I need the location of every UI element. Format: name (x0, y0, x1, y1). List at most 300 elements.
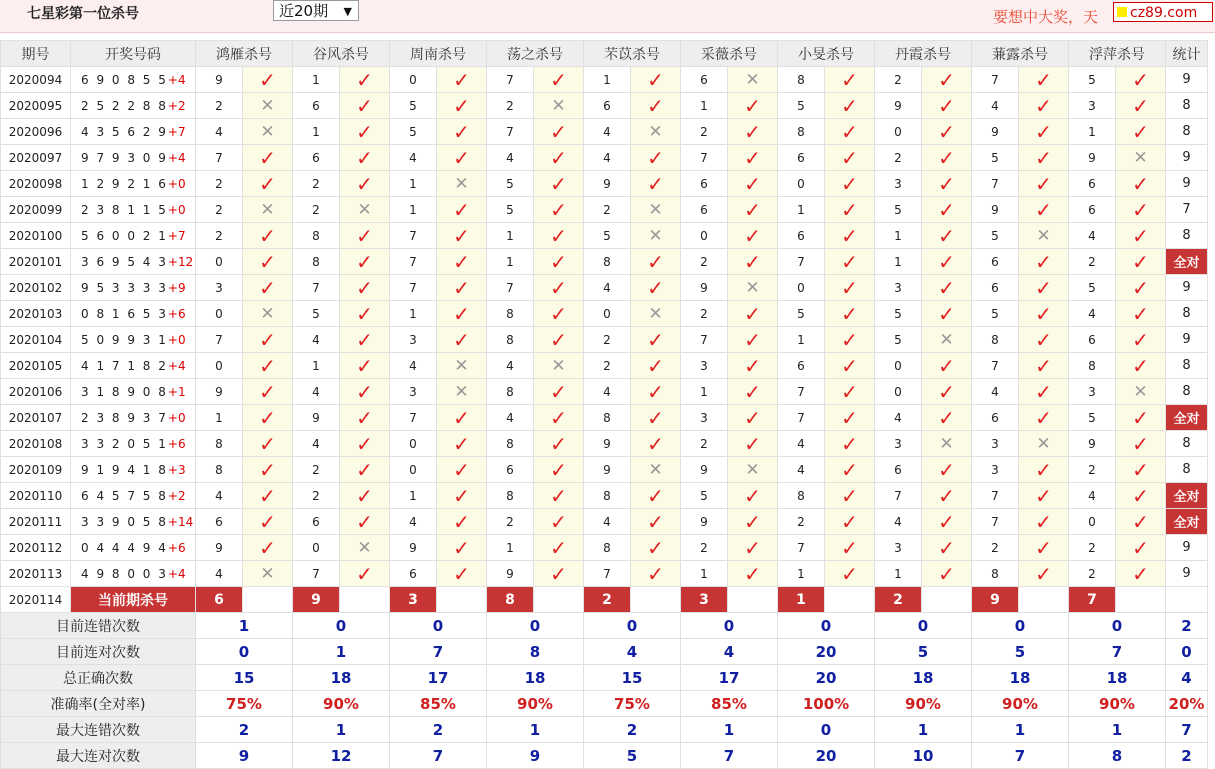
current-kill-cell: 9 (972, 587, 1019, 613)
check-icon: ✓ (356, 327, 373, 352)
empty-cell (1166, 587, 1208, 613)
result-cell (1019, 535, 1069, 561)
draw-numbers-cell (71, 93, 196, 119)
summary-row (1, 743, 1208, 769)
draw-bonus: +4 (167, 566, 186, 581)
check-icon: ✓ (1035, 93, 1052, 118)
kill-number-cell: 1 (875, 249, 922, 275)
check-icon: ✓ (356, 145, 373, 170)
result-cell (437, 379, 487, 405)
result-cell (243, 119, 293, 145)
cross-icon: ✕ (260, 199, 275, 220)
result-cell (534, 67, 584, 93)
kill-number-cell: 3 (390, 379, 437, 405)
check-icon: ✓ (1132, 561, 1149, 586)
result-cell (825, 67, 875, 93)
site-logo (1113, 2, 1213, 22)
check-icon: ✓ (1132, 509, 1149, 534)
check-icon: ✓ (356, 275, 373, 300)
check-icon: ✓ (744, 535, 761, 560)
cross-icon: ✕ (1133, 147, 1148, 168)
result-cell (437, 405, 487, 431)
result-cell (534, 275, 584, 301)
issue-cell: 2020109 (1, 457, 71, 483)
result-cell (631, 379, 681, 405)
result-cell (437, 561, 487, 587)
kill-number-cell: 2 (584, 353, 631, 379)
check-icon: ✓ (550, 301, 567, 326)
summary-value: 75% (584, 691, 681, 717)
result-cell (534, 535, 584, 561)
summary-row (1, 613, 1208, 639)
result-cell (1116, 93, 1166, 119)
current-kill-cell: 6 (196, 587, 243, 613)
kill-number-cell: 6 (487, 457, 534, 483)
col-header-expert: 鸿雁杀号 (196, 41, 293, 67)
result-cell (340, 431, 390, 457)
result-cell (243, 223, 293, 249)
result-cell (1019, 509, 1069, 535)
result-cell (1019, 275, 1069, 301)
result-cell (631, 249, 681, 275)
result-cell (1019, 353, 1069, 379)
table-row (1, 405, 1208, 431)
cross-icon: ✕ (745, 459, 760, 480)
kill-number-cell: 2 (196, 223, 243, 249)
result-cell (1019, 561, 1069, 587)
kill-number-cell: 7 (972, 353, 1019, 379)
table-row (1, 483, 1208, 509)
check-icon: ✓ (647, 67, 664, 92)
result-cell (437, 535, 487, 561)
result-cell (922, 483, 972, 509)
kill-number-cell: 2 (681, 431, 728, 457)
kill-number-cell: 9 (1069, 431, 1116, 457)
result-cell (534, 223, 584, 249)
kill-number-cell: 6 (972, 405, 1019, 431)
kill-number-cell: 9 (681, 275, 728, 301)
issue-cell: 2020105 (1, 353, 71, 379)
kill-number-cell: 1 (390, 197, 437, 223)
result-cell (728, 93, 778, 119)
draw-numbers-cell (71, 223, 196, 249)
stat-cell: 全对 (1166, 405, 1208, 431)
kill-number-cell: 7 (293, 275, 340, 301)
stat-cell: 9 (1166, 275, 1208, 301)
empty-cell (534, 587, 584, 613)
result-cell (534, 197, 584, 223)
check-icon: ✓ (259, 379, 276, 404)
draw-numbers: 4 3 5 6 2 9 (81, 124, 168, 139)
summary-value: 4 (584, 639, 681, 665)
kill-number-cell: 7 (390, 405, 437, 431)
issue-cell: 2020108 (1, 431, 71, 457)
kill-number-cell: 7 (778, 379, 825, 405)
period-select[interactable] (273, 0, 359, 21)
result-cell (922, 379, 972, 405)
kill-number-cell: 6 (681, 171, 728, 197)
summary-value: 4 (681, 639, 778, 665)
col-header-expert: 浮萍杀号 (1069, 41, 1166, 67)
summary-value: 5 (972, 639, 1069, 665)
kill-number-cell: 9 (196, 535, 243, 561)
empty-cell (922, 587, 972, 613)
summary-value: 85% (681, 691, 778, 717)
result-cell (243, 145, 293, 171)
summary-value: 1 (487, 717, 584, 743)
stat-cell: 9 (1166, 535, 1208, 561)
result-cell (1019, 223, 1069, 249)
table-row (1, 379, 1208, 405)
check-icon: ✓ (1132, 67, 1149, 92)
draw-bonus: +4 (167, 150, 186, 165)
cross-icon: ✕ (648, 225, 663, 246)
table-row (1, 93, 1208, 119)
result-cell (243, 197, 293, 223)
kill-number-cell: 1 (778, 561, 825, 587)
kill-number-cell: 8 (196, 457, 243, 483)
kill-number-cell: 4 (972, 93, 1019, 119)
draw-numbers: 2 5 2 2 8 8 (81, 98, 168, 113)
cross-icon: ✕ (260, 303, 275, 324)
result-cell (922, 145, 972, 171)
kill-number-cell: 2 (875, 67, 922, 93)
stat-cell: 8 (1166, 431, 1208, 457)
promo-marquee: 要想中大奖，天 (993, 8, 1099, 26)
summary-value: 18 (1069, 665, 1166, 691)
col-header-expert: 采薇杀号 (681, 41, 778, 67)
summary-label: 目前连错次数 (1, 613, 196, 639)
result-cell (728, 535, 778, 561)
draw-bonus: +4 (167, 358, 186, 373)
issue-cell: 2020094 (1, 67, 71, 93)
result-cell (534, 483, 584, 509)
issue-cell: 2020097 (1, 145, 71, 171)
check-icon: ✓ (1035, 353, 1052, 378)
check-icon: ✓ (744, 145, 761, 170)
summary-value: 0 (1069, 613, 1166, 639)
summary-value: 17 (681, 665, 778, 691)
summary-value: 2 (390, 717, 487, 743)
result-cell (534, 509, 584, 535)
result-cell (728, 509, 778, 535)
result-cell (922, 561, 972, 587)
kill-number-cell: 1 (681, 561, 728, 587)
kill-number-cell: 6 (196, 509, 243, 535)
summary-row (1, 665, 1208, 691)
issue-cell: 2020095 (1, 93, 71, 119)
draw-bonus: +1 (167, 384, 186, 399)
kill-number-cell: 4 (390, 353, 437, 379)
result-cell (534, 145, 584, 171)
result-cell (922, 119, 972, 145)
check-icon: ✓ (744, 197, 761, 222)
result-cell (437, 119, 487, 145)
cross-icon: ✕ (648, 303, 663, 324)
draw-numbers-cell (71, 457, 196, 483)
result-cell (534, 119, 584, 145)
check-icon: ✓ (550, 483, 567, 508)
result-cell (1116, 379, 1166, 405)
check-icon: ✓ (938, 561, 955, 586)
kill-number-cell: 9 (293, 405, 340, 431)
result-cell (825, 197, 875, 223)
check-icon: ✓ (841, 379, 858, 404)
table-row (1, 327, 1208, 353)
check-icon: ✓ (453, 327, 470, 352)
kill-number-cell: 0 (875, 119, 922, 145)
check-icon: ✓ (1035, 145, 1052, 170)
summary-value: 5 (584, 743, 681, 769)
kill-number-cell: 3 (681, 353, 728, 379)
check-icon: ✓ (647, 535, 664, 560)
result-cell (1116, 301, 1166, 327)
result-cell (1019, 197, 1069, 223)
table-row (1, 275, 1208, 301)
result-cell (243, 353, 293, 379)
summary-value: 0 (584, 613, 681, 639)
kill-number-cell: 7 (196, 327, 243, 353)
check-icon: ✓ (1132, 197, 1149, 222)
kill-number-cell: 5 (487, 171, 534, 197)
empty-cell (340, 587, 390, 613)
result-cell (340, 275, 390, 301)
kill-number-cell: 6 (972, 275, 1019, 301)
check-icon: ✓ (550, 171, 567, 196)
check-icon: ✓ (356, 483, 373, 508)
check-icon: ✓ (550, 223, 567, 248)
cross-icon: ✕ (454, 355, 469, 376)
stat-cell: 8 (1166, 93, 1208, 119)
cross-icon: ✕ (648, 459, 663, 480)
kill-number-cell: 4 (972, 379, 1019, 405)
check-icon: ✓ (841, 197, 858, 222)
check-icon: ✓ (550, 405, 567, 430)
kill-number-cell: 9 (584, 431, 631, 457)
kill-number-cell: 1 (487, 535, 534, 561)
kill-number-cell: 3 (972, 457, 1019, 483)
check-icon: ✓ (1035, 483, 1052, 508)
check-icon: ✓ (1035, 327, 1052, 352)
result-cell (631, 431, 681, 457)
check-icon: ✓ (1035, 379, 1052, 404)
draw-numbers-cell (71, 405, 196, 431)
kill-number-cell: 7 (584, 561, 631, 587)
summary-value: 8 (487, 639, 584, 665)
check-icon: ✓ (647, 145, 664, 170)
cross-icon: ✕ (1036, 225, 1051, 246)
current-kill-cell: 8 (487, 587, 534, 613)
summary-value: 2 (584, 717, 681, 743)
result-cell (922, 67, 972, 93)
check-icon: ✓ (1035, 535, 1052, 560)
summary-label: 最大连对次数 (1, 743, 196, 769)
summary-value: 1 (875, 717, 972, 743)
table-row (1, 171, 1208, 197)
draw-bonus: +0 (167, 176, 186, 191)
kill-number-cell: 5 (972, 145, 1019, 171)
result-cell (825, 145, 875, 171)
result-cell (340, 301, 390, 327)
summary-value: 5 (875, 639, 972, 665)
issue-cell: 2020110 (1, 483, 71, 509)
kill-number-cell: 4 (1069, 223, 1116, 249)
result-cell (922, 301, 972, 327)
kill-number-cell: 5 (972, 301, 1019, 327)
result-cell (922, 327, 972, 353)
kill-number-cell: 7 (681, 145, 728, 171)
kill-number-cell: 0 (196, 353, 243, 379)
result-cell (243, 379, 293, 405)
kill-number-cell: 3 (875, 171, 922, 197)
summary-label: 最大连错次数 (1, 717, 196, 743)
result-cell (825, 405, 875, 431)
issue-cell: 2020112 (1, 535, 71, 561)
kill-number-cell: 1 (778, 327, 825, 353)
draw-bonus: +0 (167, 202, 186, 217)
result-cell (1019, 67, 1069, 93)
kill-number-cell: 4 (584, 145, 631, 171)
result-cell (631, 483, 681, 509)
kill-number-cell: 5 (875, 327, 922, 353)
check-icon: ✓ (938, 405, 955, 430)
empty-cell (728, 587, 778, 613)
result-cell (631, 509, 681, 535)
table-row (1, 67, 1208, 93)
result-cell (728, 119, 778, 145)
draw-bonus: +4 (167, 72, 186, 87)
issue-cell: 2020107 (1, 405, 71, 431)
result-cell (825, 379, 875, 405)
kill-number-cell: 5 (390, 119, 437, 145)
kill-number-cell: 4 (390, 509, 437, 535)
check-icon: ✓ (453, 93, 470, 118)
check-icon: ✓ (259, 223, 276, 248)
summary-value: 7 (1069, 639, 1166, 665)
summary-value: 15 (584, 665, 681, 691)
result-cell (922, 405, 972, 431)
summary-value: 7 (972, 743, 1069, 769)
check-icon: ✓ (647, 249, 664, 274)
draw-bonus: +6 (167, 306, 186, 321)
cross-icon: ✕ (745, 69, 760, 90)
check-icon: ✓ (744, 353, 761, 378)
summary-stat: 0 (1166, 639, 1208, 665)
kill-number-cell: 2 (196, 197, 243, 223)
col-header-stat: 统计 (1166, 41, 1208, 67)
kill-number-cell: 3 (1069, 379, 1116, 405)
cross-icon: ✕ (648, 199, 663, 220)
kill-number-cell: 9 (196, 67, 243, 93)
check-icon: ✓ (356, 301, 373, 326)
stat-cell: 全对 (1166, 249, 1208, 275)
issue-cell: 2020104 (1, 327, 71, 353)
result-cell (243, 483, 293, 509)
check-icon: ✓ (841, 431, 858, 456)
result-cell (243, 535, 293, 561)
result-cell (1116, 275, 1166, 301)
result-cell (631, 223, 681, 249)
result-cell (437, 509, 487, 535)
current-kill-cell: 1 (778, 587, 825, 613)
check-icon: ✓ (841, 483, 858, 508)
draw-bonus: +6 (167, 540, 186, 555)
check-icon: ✓ (550, 145, 567, 170)
draw-numbers-cell (71, 379, 196, 405)
current-kill-cell: 2 (875, 587, 922, 613)
kill-number-cell: 8 (1069, 353, 1116, 379)
check-icon: ✓ (453, 483, 470, 508)
kill-number-cell: 2 (681, 535, 728, 561)
table-row (1, 145, 1208, 171)
result-cell (728, 171, 778, 197)
kill-number-cell: 8 (487, 431, 534, 457)
kill-number-cell: 6 (293, 145, 340, 171)
check-icon: ✓ (453, 249, 470, 274)
summary-value: 0 (390, 613, 487, 639)
check-icon: ✓ (744, 119, 761, 144)
summary-value: 7 (390, 743, 487, 769)
dropdown-arrow-icon: ▼ (343, 5, 352, 18)
issue-cell: 2020111 (1, 509, 71, 535)
stat-cell: 8 (1166, 119, 1208, 145)
result-cell (1019, 301, 1069, 327)
summary-value: 90% (293, 691, 390, 717)
kill-number-cell: 8 (487, 327, 534, 353)
check-icon: ✓ (1132, 327, 1149, 352)
draw-numbers: 4 9 8 0 0 3 (81, 566, 168, 581)
summary-value: 0 (875, 613, 972, 639)
result-cell (922, 353, 972, 379)
kill-number-cell: 8 (487, 379, 534, 405)
check-icon: ✓ (841, 405, 858, 430)
kill-number-cell: 6 (293, 93, 340, 119)
check-icon: ✓ (744, 483, 761, 508)
result-cell (340, 197, 390, 223)
kill-number-cell: 8 (584, 405, 631, 431)
result-cell (631, 275, 681, 301)
kill-number-cell: 0 (584, 301, 631, 327)
result-cell (1116, 405, 1166, 431)
kill-number-cell: 1 (584, 67, 631, 93)
result-cell (243, 457, 293, 483)
issue-cell: 2020113 (1, 561, 71, 587)
result-cell (631, 119, 681, 145)
kill-number-cell: 1 (875, 223, 922, 249)
kill-number-cell: 2 (875, 145, 922, 171)
kill-number-cell: 7 (487, 67, 534, 93)
check-icon: ✓ (356, 171, 373, 196)
draw-numbers: 6 4 5 7 5 8 (81, 488, 168, 503)
draw-bonus: +9 (167, 280, 186, 295)
check-icon: ✓ (744, 405, 761, 430)
result-cell (631, 197, 681, 223)
result-cell (1019, 483, 1069, 509)
check-icon: ✓ (259, 405, 276, 430)
table-row (1, 535, 1208, 561)
col-header-issue: 期号 (1, 41, 71, 67)
check-icon: ✓ (938, 67, 955, 92)
result-cell (728, 301, 778, 327)
kill-number-cell: 2 (778, 509, 825, 535)
kill-number-cell: 1 (196, 405, 243, 431)
kill-number-cell: 7 (293, 561, 340, 587)
cross-icon: ✕ (1133, 381, 1148, 402)
cross-icon: ✕ (648, 121, 663, 142)
table-row (1, 301, 1208, 327)
check-icon: ✓ (1035, 171, 1052, 196)
issue-cell: 2020101 (1, 249, 71, 275)
